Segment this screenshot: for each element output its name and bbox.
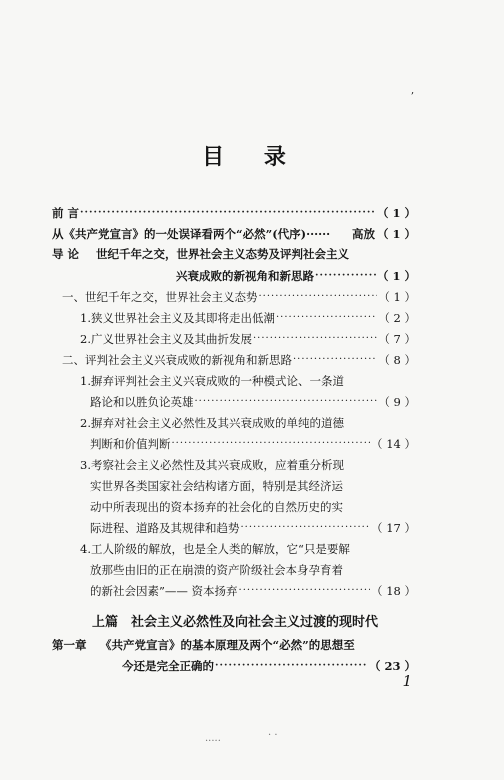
- entry-label: 际进程、道路及其规律和趋势: [90, 521, 240, 535]
- chapter-title-line1: 《共产党宣言》的基本原理及两个“必然”的思想至: [100, 638, 355, 652]
- dot-leader: [215, 657, 368, 675]
- toc-entry-daolun-label: 导 论: [52, 247, 80, 261]
- entry-label: 二、评判社会主义兴衰成败的新视角和新思路: [62, 353, 292, 367]
- entry-label: 一、世纪千年之交，世界社会主义态势: [62, 290, 258, 304]
- dot-leader: [276, 309, 377, 327]
- toc-entry-preface: [52, 204, 416, 222]
- part-heading: 上篇 社会主义必然性及向社会主义过渡的现时代: [92, 615, 379, 630]
- entry-label: 1.狭义世界社会主义及其即将走出低潮: [80, 311, 275, 325]
- dot-leader: [293, 351, 377, 369]
- entry-page: （ 1 ）: [376, 206, 416, 220]
- entry-page: （ 7 ）: [378, 332, 416, 346]
- entry-page: （ 8 ）: [378, 353, 416, 367]
- entry-label: 兴衰成败的新视角和新思路: [176, 269, 314, 283]
- toc-entry-intro-note: [52, 225, 416, 243]
- scan-speck: · ·: [268, 730, 278, 741]
- dot-leader: [259, 288, 378, 306]
- dot-leader: [253, 330, 377, 348]
- dot-leader: [241, 519, 371, 537]
- dot-leader: [172, 435, 371, 453]
- entry-page: （ 1 ）: [376, 227, 416, 241]
- page-title: 目 录: [202, 144, 302, 170]
- dot-leader: [80, 204, 376, 222]
- entry-label: 判断和价值判断: [90, 437, 171, 451]
- entry-label: 前 言: [52, 206, 80, 220]
- toc-entry-chapter-1: [122, 657, 416, 675]
- entry-label: 2.广义世界社会主义及其曲折发展: [80, 332, 252, 346]
- toc-entry-daolun-line1: 世纪千年之交，世界社会主义态势及评判社会主义: [96, 247, 349, 261]
- entry-label: 今还是完全正确的: [122, 659, 214, 673]
- toc-entry-section-2-item-4-line2: 放那些由旧的正在崩溃的资产阶级社会本身孕育着: [90, 563, 343, 577]
- toc-entry-section-2-item-1-line1: 1.摒弃评判社会主义兴衰成败的一种模式论、一条道: [80, 374, 344, 388]
- toc-entry-section-1: [62, 288, 416, 306]
- entry-label: 路论和以胜负论英雄: [90, 395, 194, 409]
- toc-entry-section-2: [62, 351, 416, 369]
- toc-entry-section-2-item-1: [90, 393, 416, 411]
- toc-entry-section-1-item-2: [80, 330, 416, 348]
- entry-page: （ 1 ）: [378, 290, 416, 304]
- entry-page: （ 2 ）: [378, 311, 416, 325]
- toc-entry-section-2-item-3-line3: 动中所表现出的资本扬弃的社会化的自然历史的实: [90, 500, 343, 514]
- toc-entry-section-2-item-2-line1: 2.摒弃对社会主义必然性及其兴衰成败的单纯的道德: [80, 416, 344, 430]
- entry-page: （ 1 ）: [376, 269, 416, 283]
- entry-page: （ 14 ）: [371, 437, 416, 451]
- dot-leader: [195, 393, 378, 411]
- toc-entry-section-2-item-2: [90, 435, 416, 453]
- entry-page: （ 18 ）: [371, 584, 416, 598]
- toc-entry-daolun: [176, 267, 416, 285]
- scan-speck: ·····: [205, 736, 221, 747]
- entry-page: （ 23 ）: [368, 659, 416, 673]
- toc-entry-section-2-item-3: [90, 519, 416, 537]
- entry-label: 的新社会因素”—— 资本扬弃: [90, 584, 238, 598]
- dot-leader: [239, 582, 371, 600]
- entry-page: （ 9 ）: [378, 395, 416, 409]
- entry-page: （ 17 ）: [371, 521, 416, 535]
- dot-leader: [315, 267, 376, 285]
- entry-label: 从《共产党宣言》的一处误译看两个“必然”(代序)······: [52, 227, 331, 241]
- toc-entry-section-2-item-4: [90, 582, 416, 600]
- toc-entry-section-2-item-3-line2: 实世界各类国家社会结构诸方面，特别是其经济运: [90, 479, 343, 493]
- page-number: 1: [402, 672, 412, 690]
- toc-entry-section-2-item-3-line1: 3.考察社会主义必然性及其兴衰成败，应着重分析现: [80, 458, 344, 472]
- toc-entry-section-2-item-4-line1: 4.工人阶级的解放，也是全人类的解放，它“只是要解: [80, 542, 350, 556]
- chapter-label: 第一章: [52, 638, 87, 652]
- entry-author: 高放: [351, 227, 375, 241]
- stray-mark: ,: [411, 85, 415, 96]
- toc-entry-section-1-item-1: [80, 309, 416, 327]
